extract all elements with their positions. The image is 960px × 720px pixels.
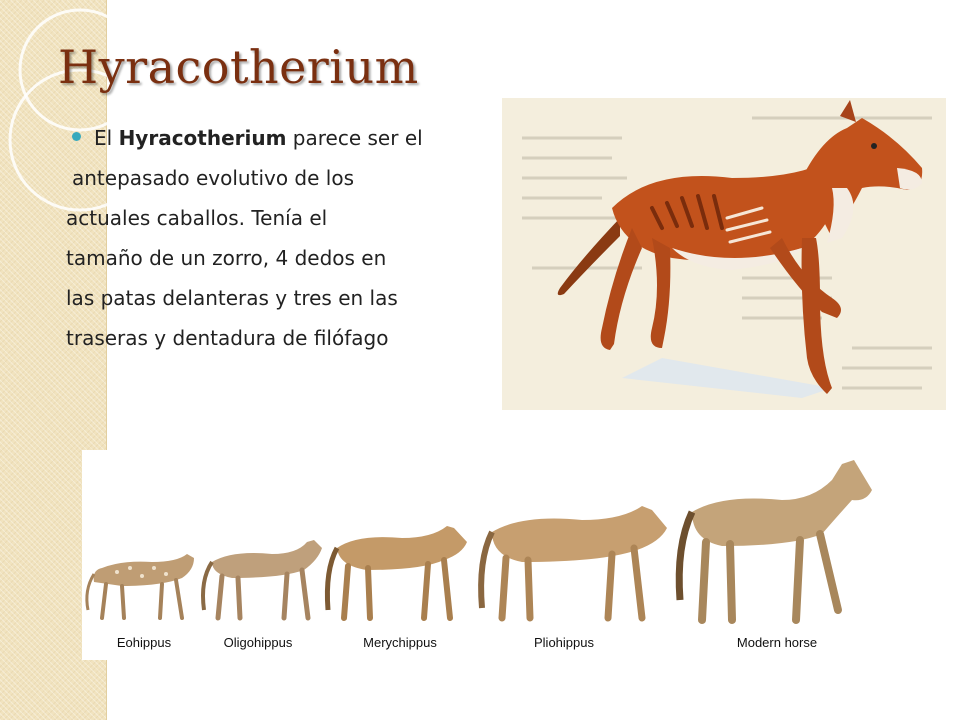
bullet-icon: [72, 132, 81, 141]
stage-label-pliohippus: Pliohippus: [534, 635, 594, 650]
body-line-5: las patas delanteras y tres en las: [66, 286, 398, 310]
bold-term: Hyracotherium: [118, 126, 287, 150]
body-text: [66, 118, 486, 358]
slide-title: Hyracotherium: [58, 40, 419, 94]
stage-label-oligohippus: Oligohippus: [223, 635, 293, 650]
body-line-2: antepasado evolutivo de los: [72, 166, 355, 190]
body-line-4: tamaño de un zorro, 4 dedos en: [66, 246, 387, 270]
stage-label-merychippus: Merychippus: [363, 635, 437, 650]
stage-label-modern-horse: Modern horse: [736, 635, 818, 650]
body-line-6: traseras y dentadura de filófago: [66, 326, 389, 350]
body-line-1: El Hyracotherium parece ser el: [94, 126, 423, 150]
hyracotherium-illustration: [502, 98, 946, 410]
horse-evolution-diagram: [82, 450, 882, 660]
stage-label-eohippus: Eohippus: [116, 635, 172, 650]
body-line-3: actuales caballos. Tenía el: [66, 206, 328, 230]
